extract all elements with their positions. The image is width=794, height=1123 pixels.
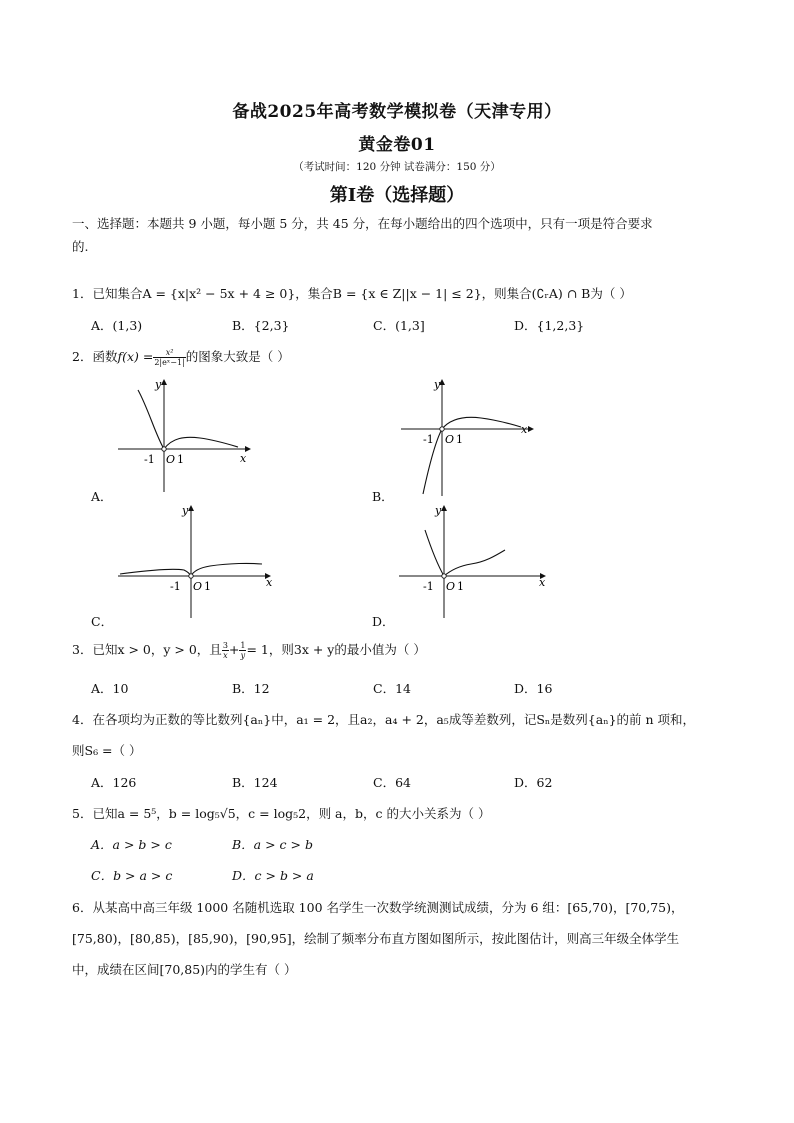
graph-d-one: 1	[457, 580, 464, 593]
graph-b-y-label: y	[434, 378, 441, 391]
question-6-line3: 中，成绩在区间[70,85)内的学生有（ ）	[72, 962, 297, 977]
q2-label-a: A．	[91, 489, 113, 504]
q3-option-d: D．16	[514, 681, 553, 696]
question-4-line2: 则S₆ =（ ）	[72, 743, 142, 758]
graph-c-x-label: x	[266, 576, 273, 589]
graph-c-one: 1	[204, 580, 211, 593]
q4-option-c: C．64	[373, 775, 411, 790]
graph-c	[110, 500, 280, 620]
question-6-line1: 6．从某高中高三年级 1000 名随机选取 100 名学生一次数学统测测试成绩，分为 6 组：[65,70)，[70,75)，	[72, 900, 684, 915]
question-4-line1: 4．在各项均为正数的等比数列{aₙ}中，a₁ = 2，且a₂，a₄ + 2，a₅成等差数列，记Sₙ是数列{aₙ}的前 n 项和，	[72, 712, 696, 727]
graph-a-x-label: x	[240, 452, 247, 465]
q1-option-a: A．(1,3)	[91, 318, 143, 333]
q1-option-c: C．(1,3]	[373, 318, 425, 333]
graph-d-y-label: y	[435, 504, 442, 517]
graph-a-y-label: y	[155, 378, 162, 391]
q5-option-c: C．b > a > c	[91, 868, 173, 883]
graph-c-y-label: y	[182, 504, 189, 517]
question-6-line2: [75,80)，[80,85)，[85,90)，[90,95]，绘制了频率分布直方图如图所示，按此图估计，则高三年级全体学生	[72, 931, 680, 946]
graph-d-neg-one: -1	[423, 580, 434, 593]
graph-b-one: 1	[456, 433, 463, 446]
q2-label-d: D．	[372, 614, 395, 629]
graph-a-one: 1	[177, 453, 184, 466]
graph-a-neg-one: -1	[144, 453, 155, 466]
graph-d-origin: O	[446, 580, 456, 593]
question-3-text: 3．已知x > 0，y > 0，且 $\frac{3}{x}$ + $\frac{1}{y}$ = 1，则3x + y的最小值为（ ）	[72, 641, 426, 660]
graph-c-origin: O	[193, 580, 203, 593]
graph-c-neg-one: -1	[170, 580, 181, 593]
graph-a-origin: O	[166, 453, 176, 466]
exam-info: （考试时间：120 分钟 试卷满分：150 分）	[293, 161, 501, 173]
q4-option-a: A．126	[91, 775, 137, 790]
q1-option-b: B．{2,3}	[232, 318, 290, 333]
graph-b	[393, 376, 543, 498]
section-title: 第I卷（选择题）	[329, 185, 465, 206]
paper-subtitle: 黄金卷01	[358, 135, 436, 155]
q4-option-d: D．62	[514, 775, 553, 790]
graph-b-neg-one: -1	[423, 433, 434, 446]
question-2-text: 2．函数f(x) = $\frac{\text{x²}}{\text{2|eˣ−1|}}$ 的图象大致是（ ）	[72, 348, 290, 367]
q1-option-d: D．{1,2,3}	[514, 318, 585, 333]
graph-d	[393, 500, 553, 620]
graph-a	[110, 376, 260, 494]
q4-option-b: B．124	[232, 775, 278, 790]
q5-option-d: D．c > b > a	[232, 868, 314, 883]
q3-option-c: C．14	[373, 681, 411, 696]
q2-label-b: B．	[372, 489, 394, 504]
graph-d-x-label: x	[539, 576, 546, 589]
q5-option-a: A．a > b > c	[91, 837, 172, 852]
question-1-text: 1．已知集合A = {x|x² − 5x + 4 ≥ 0}，集合B = {x ∈ Z||x − 1| ≤ 2}，则集合(∁ᵣA) ∩ B为（ ）	[72, 286, 632, 301]
q3-option-b: B．12	[232, 681, 270, 696]
section-instructions-line2: 的.	[72, 239, 89, 254]
paper-title: 备战2025年高考数学模拟卷（天津专用）	[232, 102, 562, 122]
q3-option-a: A．10	[91, 681, 129, 696]
question-5-text: 5．已知a = 5⁵，b = log₅√5，c = log₅2，则 a，b，c 的大小关系为（ ）	[72, 806, 491, 821]
q2-label-c: C．	[91, 614, 114, 629]
graph-b-x-label: x	[521, 423, 528, 436]
section-instructions-line1: 一、选择题：本题共 9 小题，每小题 5 分，共 45 分，在每小题给出的四个选项中，只有一项是符合要求	[72, 216, 653, 231]
q5-option-b: B．a > c > b	[232, 837, 313, 852]
graph-b-origin: O	[445, 433, 455, 446]
